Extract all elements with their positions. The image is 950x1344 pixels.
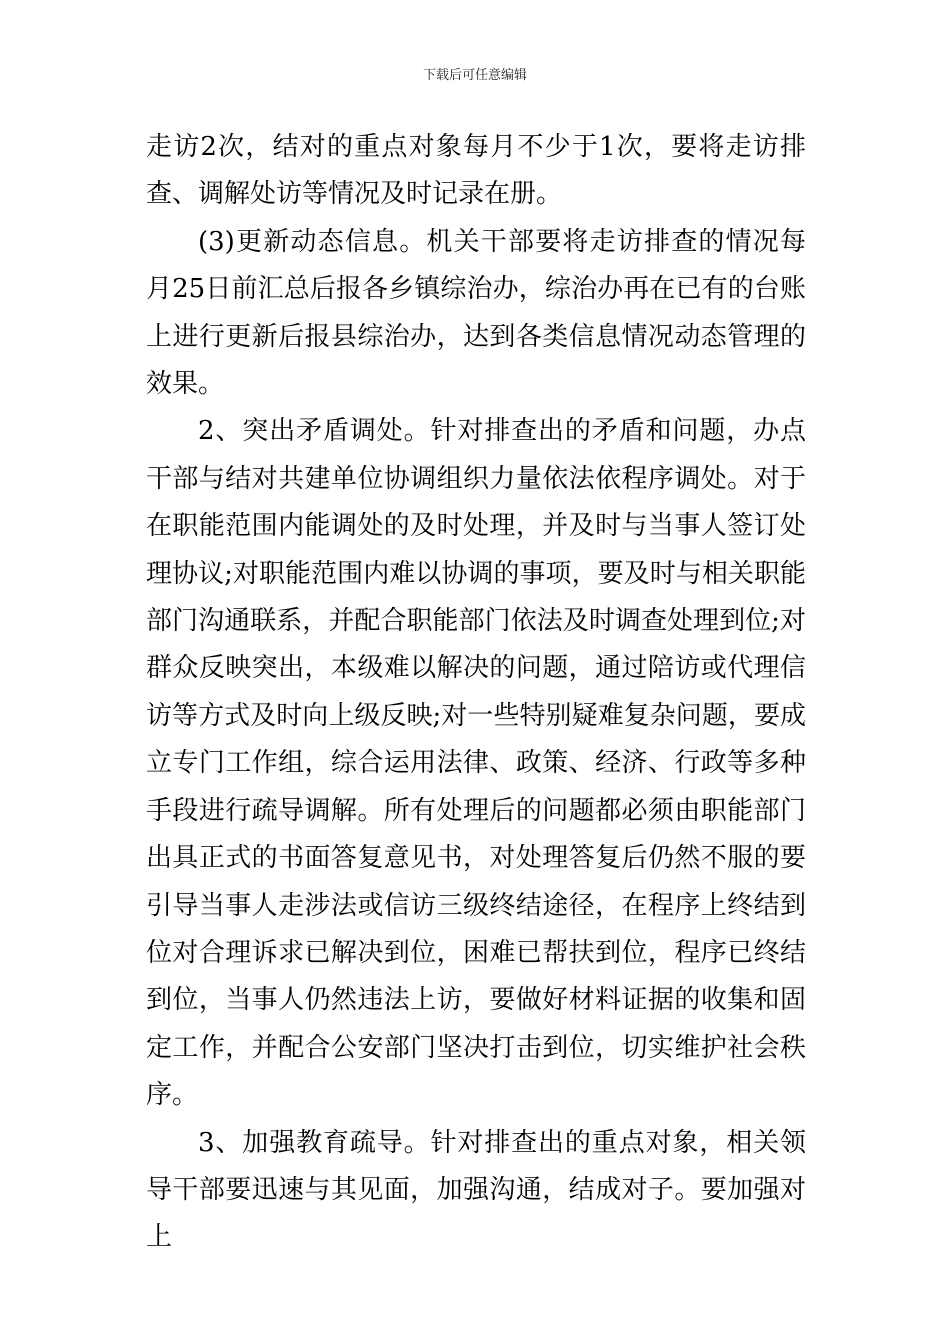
paragraph-3: 2、突出矛盾调处。针对排查出的矛盾和问题，办点干部与结对共建单位协调组织力量依法依程序调处。对于在职能范围内能调处的及时处理，并及时与当事人签订处理协议;对职能范围内难以协调的事项，要及时与相关职能部门沟通联系，并配合职能部门依法及时调查处理到位;对群众反映突出，本级难以解决的问题，通过陪访或代理信访等方式及时向上级反映;对一些特别疑难复杂问题，要成立专门工作组，综合运用法律、政策、经济、行政等多种手段进行疏导调解。所有处理后的问题都必须由职能部门出具正式的书面答复意见书，对处理答复后仍然不服的要引导当事人走涉法或信访三级终结途径，在程序上终结到位对合理诉求已解决到位，困难已帮扶到位，程序已终结到位，当事人仍然违法上访，要做好材料证据的收集和固定工作，并配合公安部门坚决打击到位，切实维护社会秩序。 [146,416,806,1111]
paragraph-2: (3)更新动态信息。机关干部要将走访排查的情况每月25日前汇总后报各乡镇综治办，综治办再在已有的台账上进行更新后报县综治办，达到各类信息情况动态管理的效果。 [146,226,806,400]
document-body [146,124,806,1262]
page-header: 下载后可任意编辑 [422,68,527,83]
paragraph-1: 走访2次，结对的重点对象每月不少于1次，要将走访排查、调解处访等情况及时记录在册。 [146,132,806,210]
paragraph-4: 3、加强教育疏导。针对排查出的重点对象，相关领导干部要迅速与其见面，加强沟通，结成对子。要加强对上 [146,1127,806,1253]
